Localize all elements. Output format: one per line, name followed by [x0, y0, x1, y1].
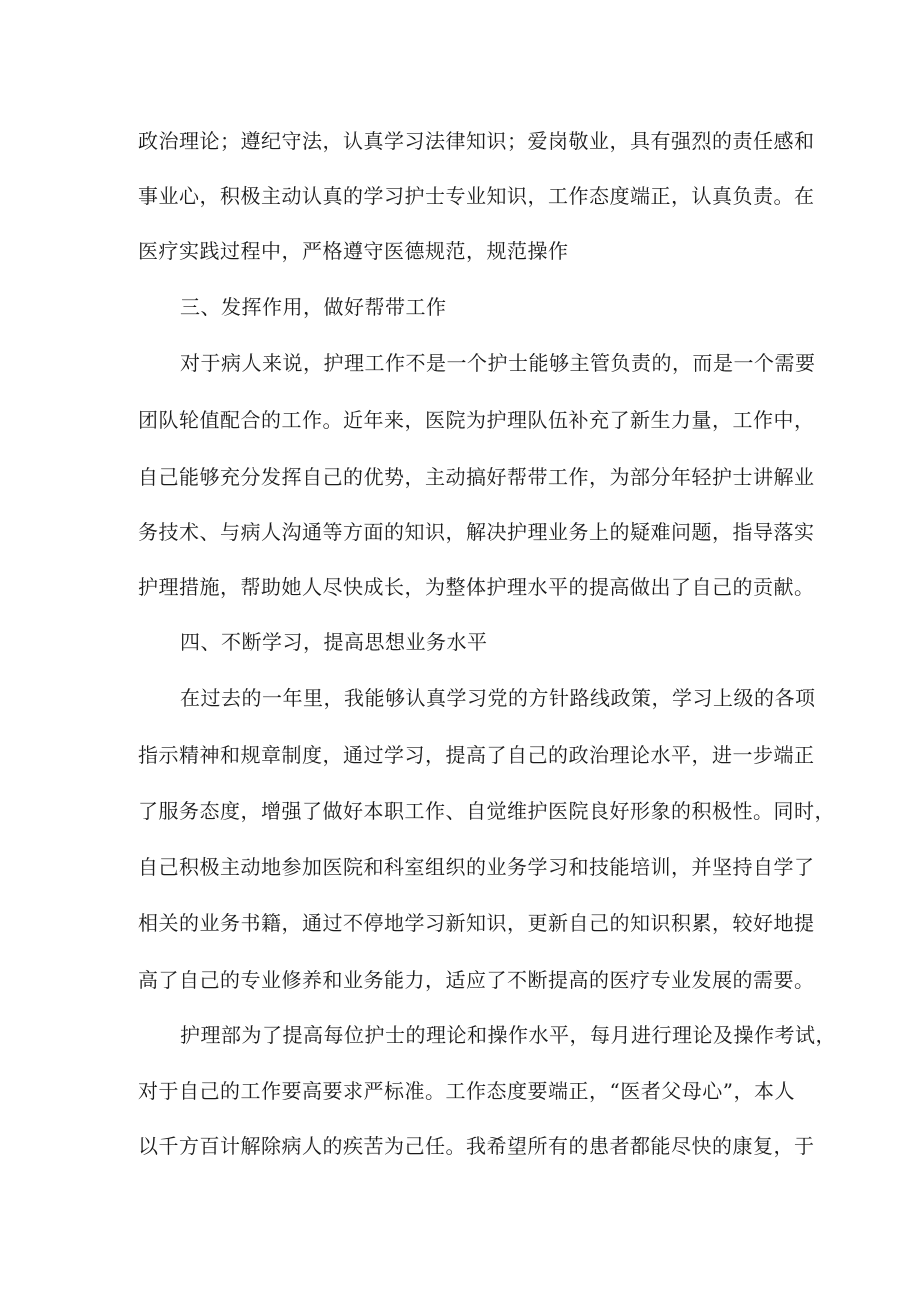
section-heading: 三、发挥作用，做好帮带工作: [180, 295, 447, 319]
text-line: 事业心，积极主动认真的学习护士专业知识，工作态度端正，认真负责。在: [138, 184, 815, 208]
text-line: 团队轮值配合的工作。近年来，医院为护理队伍补充了新生力量，工作中，: [138, 408, 815, 432]
text-line: 务技术、与病人沟通等方面的知识，解决护理业务上的疑难问题，指导落实: [138, 520, 815, 544]
text-line: 护理部为了提高每位护士的理论和操作水平，每月进行理论及操作考试，: [180, 1023, 836, 1047]
text-line: 自己能够充分发挥自己的优势，主动搞好帮带工作，为部分年轻护士讲解业: [138, 465, 815, 489]
text-line: 在过去的一年里，我能够认真学习党的方针路线政策，学习上级的各项: [180, 686, 816, 710]
text-line: 对于病人来说，护理工作不是一个护士能够主管负责的，而是一个需要: [180, 351, 816, 375]
text-line: 医疗实践过程中，严格遵守医德规范，规范操作: [138, 239, 569, 263]
text-line: 政治理论；遵纪守法，认真学习法律知识；爱岗敬业，具有强烈的责任感和: [138, 129, 815, 153]
text-line: 了服务态度，增强了做好本职工作、自觉维护医院良好形象的积极性。同时，: [138, 799, 835, 823]
text-line: 高了自己的专业修养和业务能力，适应了不断提高的医疗专业发展的需要。: [138, 968, 815, 992]
text-line: 护理措施，帮助她人尽快成长，为整体护理水平的提高做出了自己的贡献。: [138, 575, 815, 599]
text-line: 对于自己的工作要高要求严标准。工作态度要端正，“医者父母心”，本人: [138, 1079, 795, 1103]
section-heading: 四、不断学习，提高思想业务水平: [180, 630, 488, 654]
text-line: 相关的业务书籍，通过不停地学习新知识，更新自己的知识积累，较好地提: [138, 911, 815, 935]
text-line: 指示精神和规章制度，通过学习，提高了自己的政治理论水平，进一步端正: [138, 743, 815, 767]
text-line: 自己积极主动地参加医院和科室组织的业务学习和技能培训，并坚持自学了: [138, 855, 815, 879]
text-line: 以千方百计解除病人的疾苦为己任。我希望所有的患者都能尽快的康复，于: [138, 1134, 815, 1158]
